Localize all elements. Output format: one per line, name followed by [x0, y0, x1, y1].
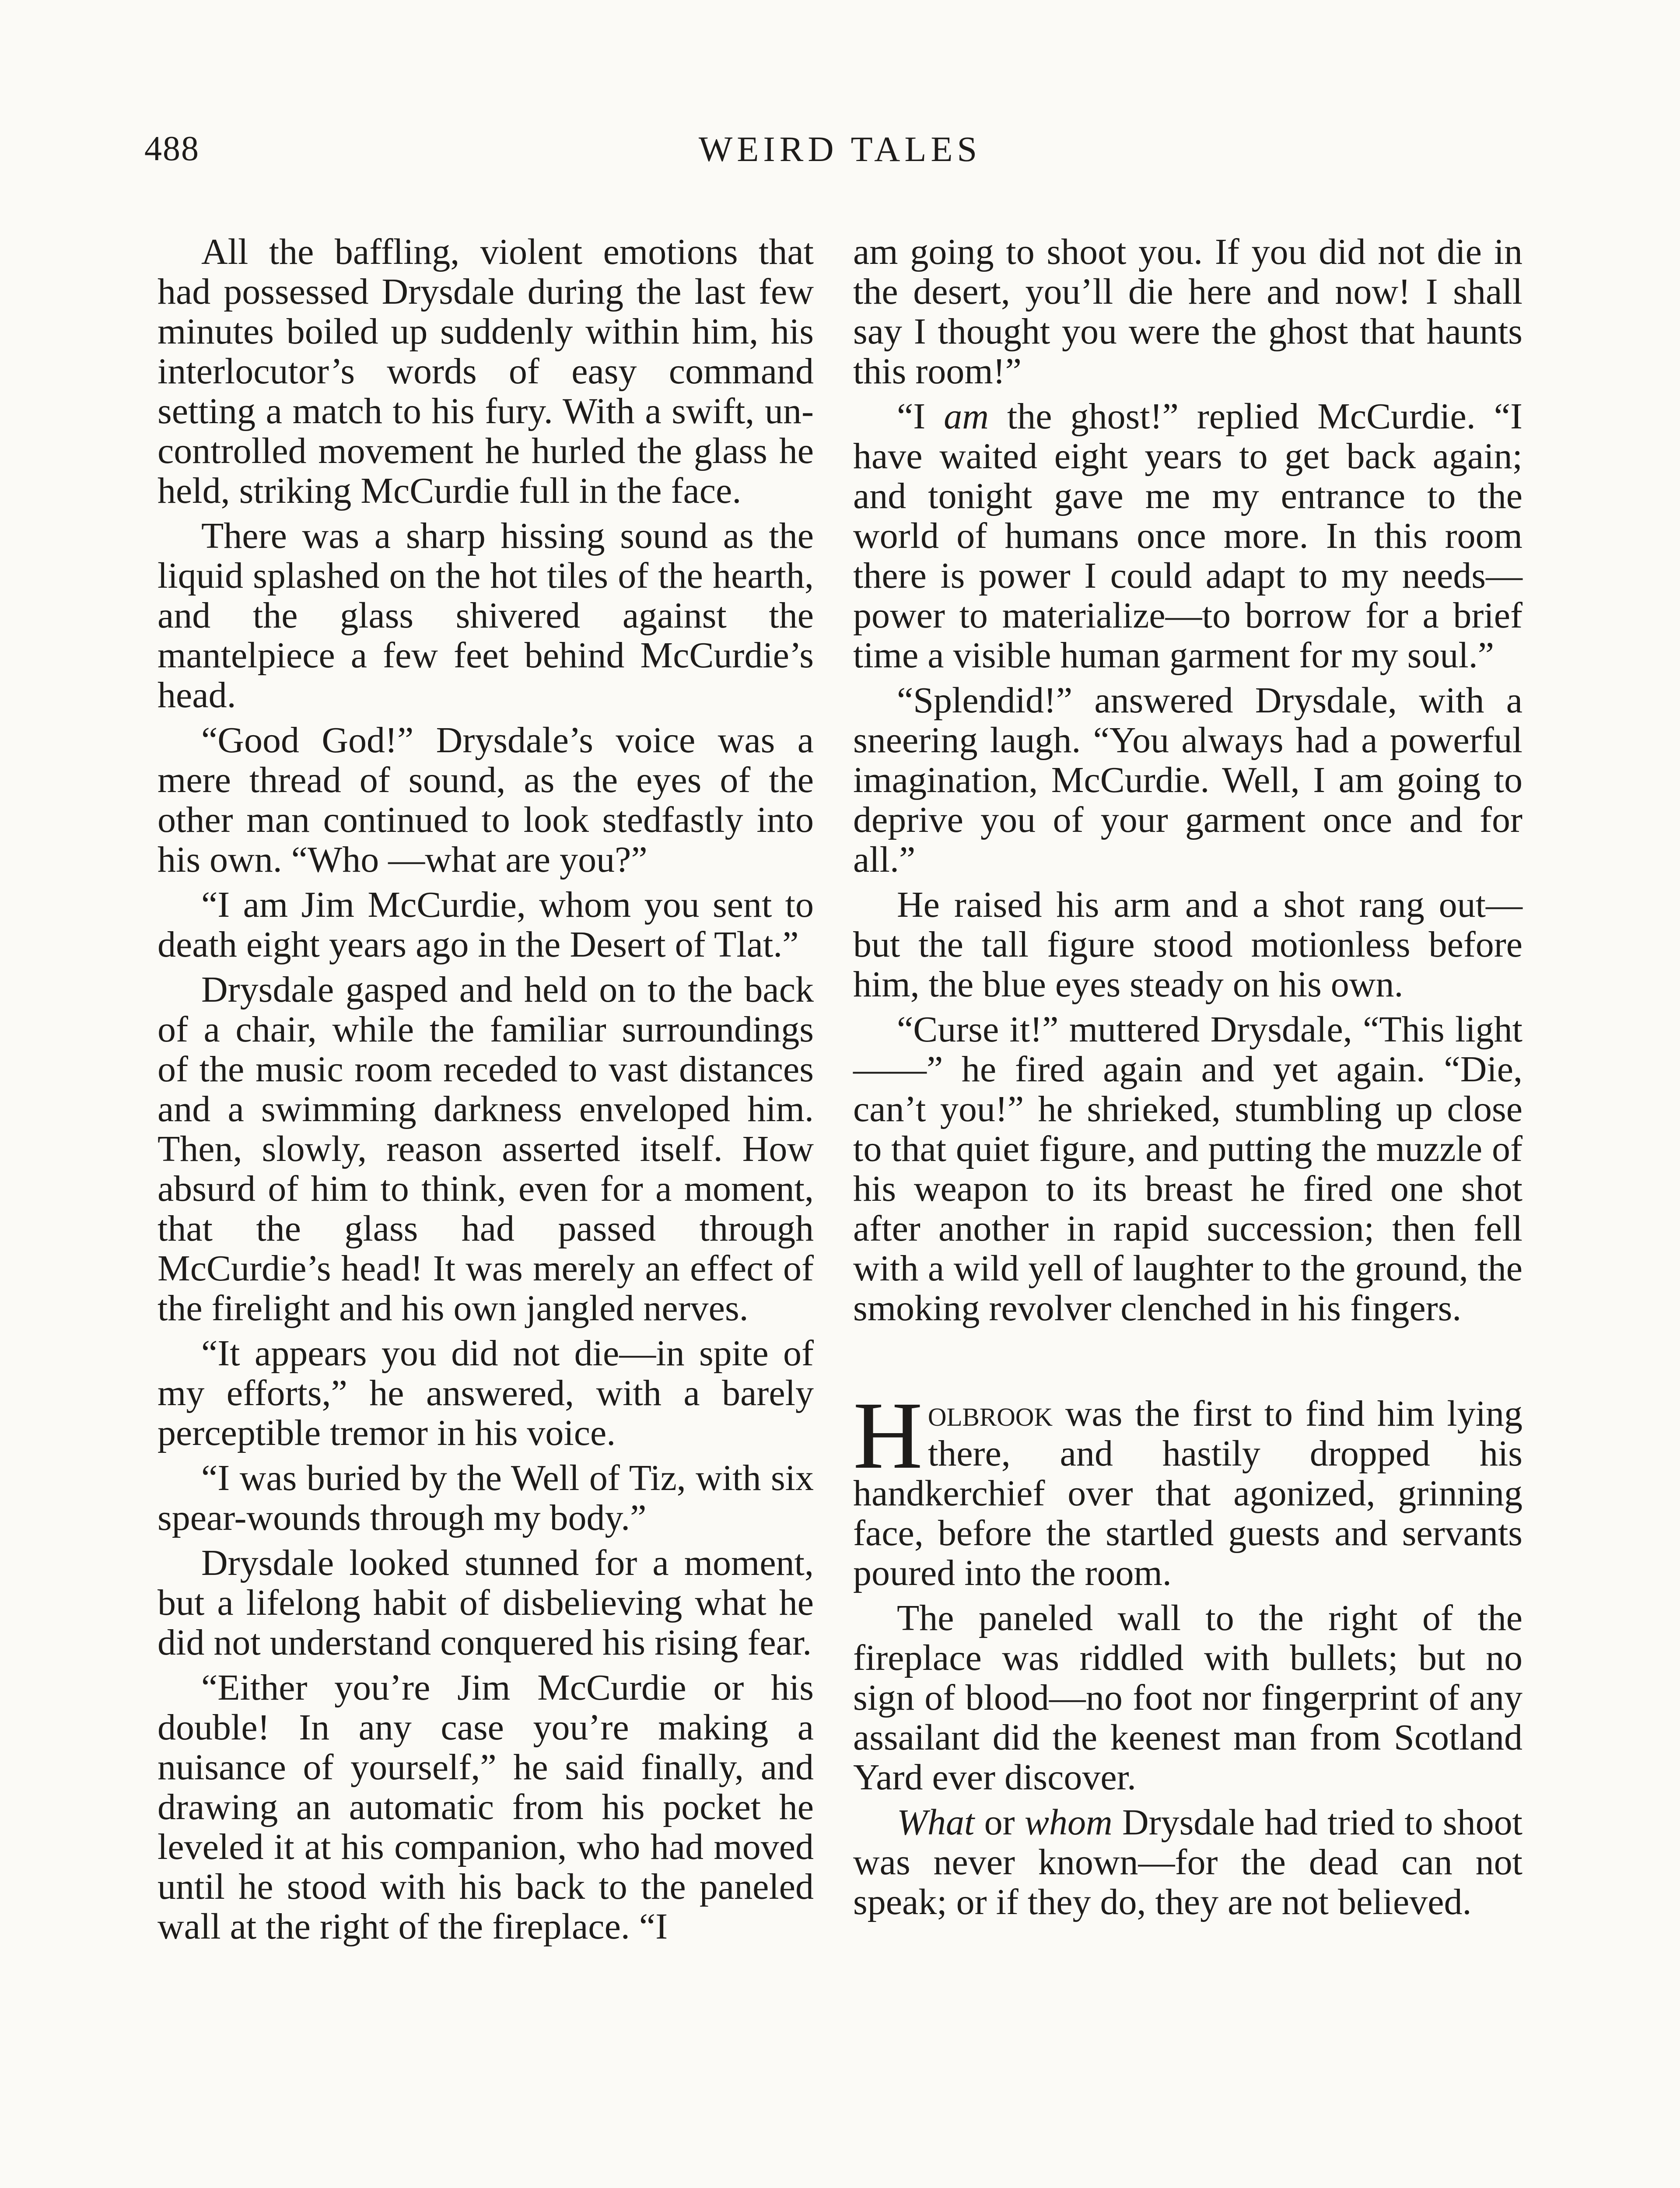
section-paragraph: Holbrook was the first to find him lying there, and hastily dropped his handkerchief over that agonized, grinning face, before the startled guests and servants poured into the room.	[853, 1382, 1522, 1593]
drop-cap: H	[853, 1382, 923, 1489]
paragraph: “I am the ghost!” replied McCurdie. “I have waited eight years to get back again; and tonight gave me my entrance to the world of humans once more. In this room there is power I could adapt to my needs—power to materialize—to borrow for a brief time a visible human garment for my soul.”	[853, 396, 1522, 676]
small-caps-lead: olbrook	[928, 1393, 1053, 1434]
paragraph: “Curse it!” muttered Drysdale, “This light——” he fired again and yet again. “Die, can’t you!” he shrieked, stumbling up close to that quiet figure, and putting the muzzle of his weapon to its breast he fired one shot after another in rapid succession; then fell with a wild yell of laughter to the ground, the smoking revolver clenched in his fingers.	[853, 1009, 1522, 1329]
emphasis: whom	[1024, 1802, 1113, 1843]
paragraph: All the baffling, violent emotions that had possessed Drysdale during the last few minutes boiled up suddenly within him, his interlocutor’s words of easy command setting a match to his fury. With a swift, uncontrolled movement he hurled the glass he held, striking McCurdie full in the face.	[158, 231, 814, 511]
paragraph: “Splendid!” answered Drysdale, with a sneering laugh. “You always had a powerful imagination, McCurdie. Well, I am going to deprive you of your garment once and for all.”	[853, 680, 1522, 880]
paragraph: “Good God!” Drysdale’s voice was a mere thread of sound, as the eyes of the other man continued to look stedfastly into his own. “Who —what are you?”	[158, 720, 814, 880]
paragraph: The paneled wall to the right of the fireplace was riddled with bullets; but no sign of blood—no foot nor fingerprint of any assailant did the keenest man from Scotland Yard ever discover.	[853, 1598, 1522, 1798]
emphasis: What	[897, 1802, 975, 1843]
paragraph: “I was buried by the Well of Tiz, with six spear-wounds through my body.”	[158, 1458, 814, 1538]
emphasis: am	[944, 396, 989, 437]
paragraph: “It appears you did not die—in spite of my efforts,” he answered, with a barely perceptible tremor in his voice.	[158, 1333, 814, 1453]
paragraph: Drysdale looked stunned for a moment, but a lifelong habit of disbelieving what he did not understand conquered his rising fear.	[158, 1543, 814, 1663]
left-column	[158, 232, 814, 1952]
page-number: 488	[144, 130, 200, 168]
paragraph: Drysdale gasped and held on to the back of a chair, while the familiar surroundings of the music room receded to vast distances and a swimming darkness enveloped him. Then, slowly, reason asserted itself. How absurd of him to think, even for a moment, that the glass had passed through McCurdie’s head! It was merely an effect of the firelight and his own jangled nerves.	[158, 969, 814, 1329]
paragraph-continuation: am going to shoot you. If you did not die in the desert, you’ll die here and now! I shall say I thought you were the ghost that haunts this room!”	[853, 231, 1522, 392]
paragraph: “Either you’re Jim McCurdie or his double! In any case you’re making a nuisance of yourself,” he said finally, and drawing an automatic from his pocket he leveled it at his companion, who had moved until he stood with his back to the paneled wall at the right of the fireplace. “I	[158, 1667, 814, 1947]
running-title: WEIRD TALES	[698, 129, 982, 169]
paragraph: What or whom Drysdale had tried to shoot was never known—for the dead can not speak; or if they do, they are not believed.	[853, 1802, 1522, 1922]
paragraph: There was a sharp hissing sound as the liquid splashed on the hot tiles of the hearth, and the glass shivered against the mantelpiece a few feet behind McCurdie’s head.	[158, 515, 814, 715]
paragraph: “I am Jim McCurdie, whom you sent to death eight years ago in the Desert of Tlat.”	[158, 884, 814, 965]
right-column	[853, 232, 1522, 1927]
paragraph: He raised his arm and a shot rang out—but the tall figure stood motionless before him, the blue eyes steady on his own.	[853, 884, 1522, 1005]
